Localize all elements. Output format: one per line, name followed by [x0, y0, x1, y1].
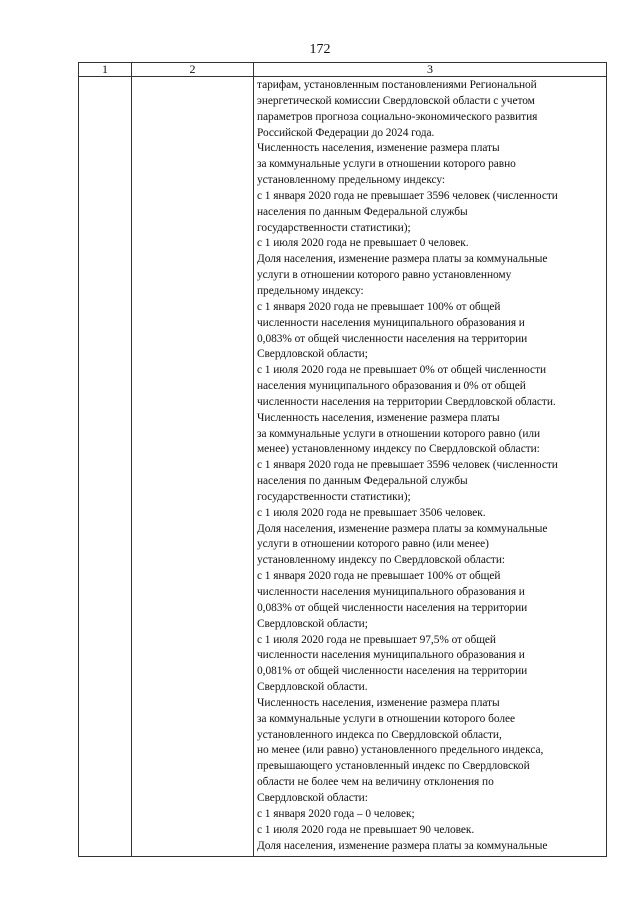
text-line: Российской Федерации до 2024 года. [257, 126, 435, 139]
text-line: государственности статистики); [257, 490, 411, 503]
text-line: превышающего установленный индекс по Свердловской [257, 760, 530, 773]
text-line: предельному индексу: [257, 284, 364, 297]
text-line: Численность населения, изменение размера платы [257, 411, 500, 424]
text-line: Свердловской области; [257, 617, 368, 630]
text-line: Численность населения, изменение размера платы [257, 142, 500, 155]
text-line: населения по данным Федеральной службы [257, 205, 468, 218]
page-number: 172 [309, 42, 331, 57]
text-line: установленному предельному индексу: [257, 174, 446, 187]
text-line: установленному индексу по Свердловской области: [257, 554, 506, 567]
text-line: услуги в отношении которого равно установленному [257, 269, 512, 282]
text-line: менее) установленному индексу по Свердловской области: [257, 443, 540, 456]
text-line: с 1 июля 2020 года не превышает 0 человек. [257, 237, 469, 250]
text-line: населения муниципального образования и 0% от общей [257, 380, 526, 393]
text-line: параметров прогноза социально-экономического развития [257, 110, 538, 123]
table-row [79, 77, 607, 857]
column-header-1: 1 [79, 63, 132, 77]
text-line: энергетической комиссии Свердловской области с учетом [257, 94, 535, 107]
text-line: 0,083% от общей численности населения на территории [257, 601, 528, 614]
text-line: с 1 января 2020 года не превышает 100% от общей [257, 570, 501, 583]
text-line: численности населения на территории Свердловской области. [257, 395, 556, 408]
text-line: численности населения муниципального образования и [257, 586, 525, 598]
text-line: Доля населения, изменение размера платы за коммунальные [257, 253, 548, 266]
text-line: Свердловской области: [257, 791, 368, 804]
table-cell-col3 [254, 77, 607, 857]
table-cell-col2 [132, 77, 254, 857]
text-line: 0,081% от общей численности населения на территории [257, 665, 528, 678]
table-cell-col1 [79, 77, 132, 857]
text-line: с 1 июля 2020 года не превышает 97,5% от общей [257, 633, 496, 646]
text-line: установленного индекса по Свердловской области, [257, 728, 502, 741]
text-line: Доля населения, изменение размера платы за коммунальные [257, 839, 548, 852]
text-line: 0,083% от общей численности населения на территории [257, 332, 528, 345]
text-line: за коммунальные услуги в отношении которого равно [257, 158, 516, 171]
text-line: с 1 января 2020 года – 0 человек; [257, 807, 415, 820]
text-line: за коммунальные услуги в отношении которого равно (или [257, 427, 541, 440]
text-line: с 1 июля 2020 года не превышает 90 человек. [257, 823, 475, 836]
text-line: с 1 июля 2020 года не превышает 0% от общей численности [257, 364, 547, 377]
text-line: населения по данным Федеральной службы [257, 475, 468, 488]
text-line: но менее (или равно) установленного предельного индекса, [257, 744, 544, 757]
text-line: численности населения муниципального образования и [257, 316, 525, 329]
text-line: государственности статистики); [257, 221, 411, 234]
text-line: с 1 января 2020 года не превышает 3596 человек (численности [257, 189, 558, 202]
text-line: области не более чем на величину отклонения по [257, 776, 494, 789]
text-line: с 1 июля 2020 года не превышает 3506 человек. [257, 506, 486, 519]
text-line: за коммунальные услуги в отношении которого более [257, 712, 516, 725]
text-line: численности населения муниципального образования и [257, 649, 525, 662]
text-line: услуги в отношении которого равно (или менее) [257, 538, 489, 551]
text-line: Свердловской области; [257, 348, 368, 361]
table-header-row [79, 63, 607, 77]
text-line: с 1 января 2020 года не превышает 100% от общей [257, 300, 501, 313]
column-header-2: 2 [132, 63, 254, 77]
document-table [78, 62, 607, 857]
text-line: Численность населения, изменение размера платы [257, 696, 500, 709]
text-line: с 1 января 2020 года не превышает 3596 человек (численности [257, 459, 558, 472]
text-line: тарифам, установленным постановлениями Региональной [257, 79, 537, 91]
text-line: Свердловской области. [257, 681, 368, 694]
text-line: Доля населения, изменение размера платы за коммунальные [257, 522, 548, 535]
column-header-3: 3 [254, 63, 607, 77]
